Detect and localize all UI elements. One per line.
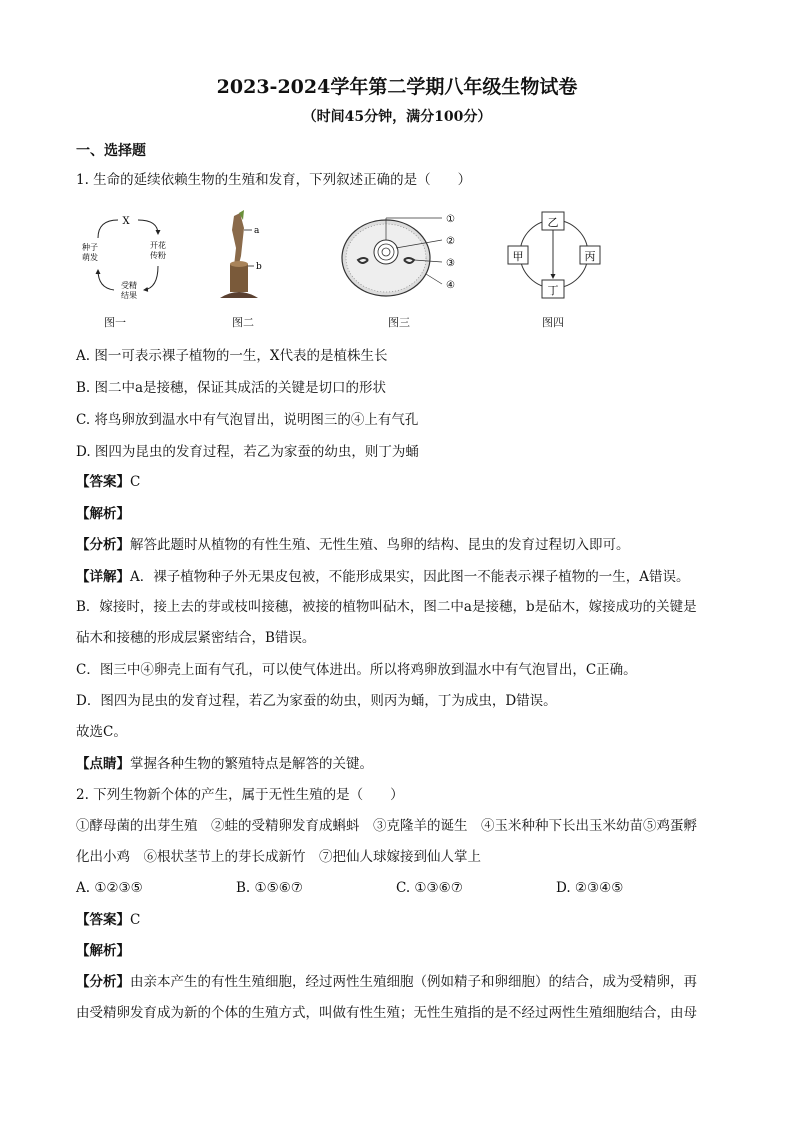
q2-items-2: 化出小鸡 ⑥根状茎节上的芽长成新竹 ⑦把仙人球嫁接到仙人掌上 bbox=[76, 849, 481, 865]
q1-option-c: C. 将鸟卵放到温水中有气泡冒出，说明图三的④上有气孔 bbox=[76, 412, 419, 428]
fig1-caption: 图一 bbox=[104, 316, 126, 329]
figure-three-egg bbox=[338, 210, 478, 305]
exam-title: 2023-2024学年第二学期八年级生物试卷 bbox=[216, 76, 578, 98]
fig1-bottom-1: 受精 bbox=[121, 281, 137, 290]
q2-items-1: ①酵母菌的出芽生殖 ②蛙的受精卵发育成蝌蚪 ③克隆羊的诞生 ④玉米种种下长出玉米幼苗⑤鸡蛋孵 bbox=[76, 818, 697, 834]
q1-xiangjie-b1: B．嫁接时，接上去的芽或枝叫接穗，被接的植物叫砧木，图二中a是接穗，b是砧木，嫁接成功的关键是 bbox=[76, 599, 697, 615]
q2-stem: 2. 下列生物新个体的产生，属于无性生殖的是（ ） bbox=[76, 787, 404, 803]
q1-fenxi: 【分析】解答此题时从植物的有性生殖、无性生殖、鸟卵的结构、昆虫的发育过程切入即可。 bbox=[76, 537, 630, 553]
fig3-label-1: ① bbox=[446, 214, 455, 225]
figure-two-grafting bbox=[214, 208, 274, 303]
fig3-label-3: ③ bbox=[446, 258, 455, 269]
fig3-label-4: ④ bbox=[446, 280, 455, 291]
fig1-left-1: 种子 bbox=[82, 243, 98, 252]
fig3-label-2: ② bbox=[446, 236, 455, 247]
q1-option-a: A. 图一可表示裸子植物的一生，X代表的是植株生长 bbox=[76, 348, 388, 364]
fig1-x-label: X bbox=[122, 216, 130, 227]
fig2-label-a: a bbox=[254, 226, 260, 236]
fig4-node-yi: 乙 bbox=[547, 216, 559, 229]
fig1-right-2: 传粉 bbox=[150, 251, 166, 260]
q2-fenxi-1: 【分析】由亲本产生的有性生殖细胞，经过两性生殖细胞（例如精子和卵细胞）的结合，成为受精卵，再 bbox=[76, 974, 697, 990]
fig1-bottom-2: 结果 bbox=[121, 291, 137, 300]
figure-four-cycle bbox=[504, 208, 614, 303]
q2-option-a: A. ①②③⑤ bbox=[76, 880, 143, 896]
figure-one-cycle bbox=[76, 208, 186, 303]
q1-choose: 故选C。 bbox=[76, 724, 127, 740]
q1-xiangjie-a: 【详解】A．裸子植物种子外无果皮包被，不能形成果实，因此图一不能表示裸子植物的一生，A错误。 bbox=[76, 569, 690, 585]
q1-xiangjie-c: C．图三中④卵壳上面有气孔，可以使气体进出。所以将鸡卵放到温水中有气泡冒出，C正确。 bbox=[76, 662, 637, 678]
q1-analysis-tag: 【解析】 bbox=[76, 506, 130, 522]
fig1-left-2: 萌发 bbox=[82, 253, 98, 262]
q1-xiangjie-b2: 砧木和接穗的形成层紧密结合，B错误。 bbox=[76, 630, 316, 646]
q1-answer: 【答案】C bbox=[76, 474, 141, 490]
q2-fenxi-2: 由受精卵发育成为新的个体的生殖方式，叫做有性生殖；无性生殖指的是不经过两性生殖细胞结合，由母 bbox=[76, 1005, 697, 1021]
q1-dianjing: 【点睛】掌握各种生物的繁殖特点是解答的关键。 bbox=[76, 756, 373, 772]
q1-option-d: D. 图四为昆虫的发育过程，若乙为家蚕的幼虫，则丁为蛹 bbox=[76, 444, 419, 460]
section-heading: 一、选择题 bbox=[76, 143, 146, 159]
q2-option-b: B. ①⑤⑥⑦ bbox=[236, 880, 303, 896]
q2-option-c: C. ①③⑥⑦ bbox=[396, 880, 463, 896]
fig1-right-1: 开花 bbox=[150, 241, 166, 250]
q2-answer: 【答案】C bbox=[76, 912, 141, 928]
exam-subtitle: （时间45分钟，满分100分） bbox=[302, 109, 492, 125]
q1-stem: 1. 生命的延续依赖生物的生殖和发育，下列叙述正确的是（ ） bbox=[76, 172, 472, 188]
q1-figures bbox=[76, 208, 696, 333]
q2-option-d: D. ②③④⑤ bbox=[556, 880, 624, 896]
fig2-caption: 图二 bbox=[232, 316, 254, 329]
q2-analysis-tag: 【解析】 bbox=[76, 943, 130, 959]
fig3-caption: 图三 bbox=[388, 316, 410, 329]
fig4-caption: 图四 bbox=[542, 316, 564, 329]
fig2-label-b: b bbox=[256, 262, 262, 272]
q1-xiangjie-d: D．图四为昆虫的发育过程，若乙为家蚕的幼虫，则丙为蛹，丁为成虫，D错误。 bbox=[76, 693, 557, 709]
q1-option-b: B. 图二中a是接穗，保证其成活的关键是切口的形状 bbox=[76, 380, 387, 396]
fig4-node-jia: 甲 bbox=[512, 250, 524, 263]
fig4-node-bing: 丙 bbox=[584, 250, 596, 263]
fig4-node-ding: 丁 bbox=[547, 284, 559, 297]
q2-options bbox=[76, 878, 716, 898]
